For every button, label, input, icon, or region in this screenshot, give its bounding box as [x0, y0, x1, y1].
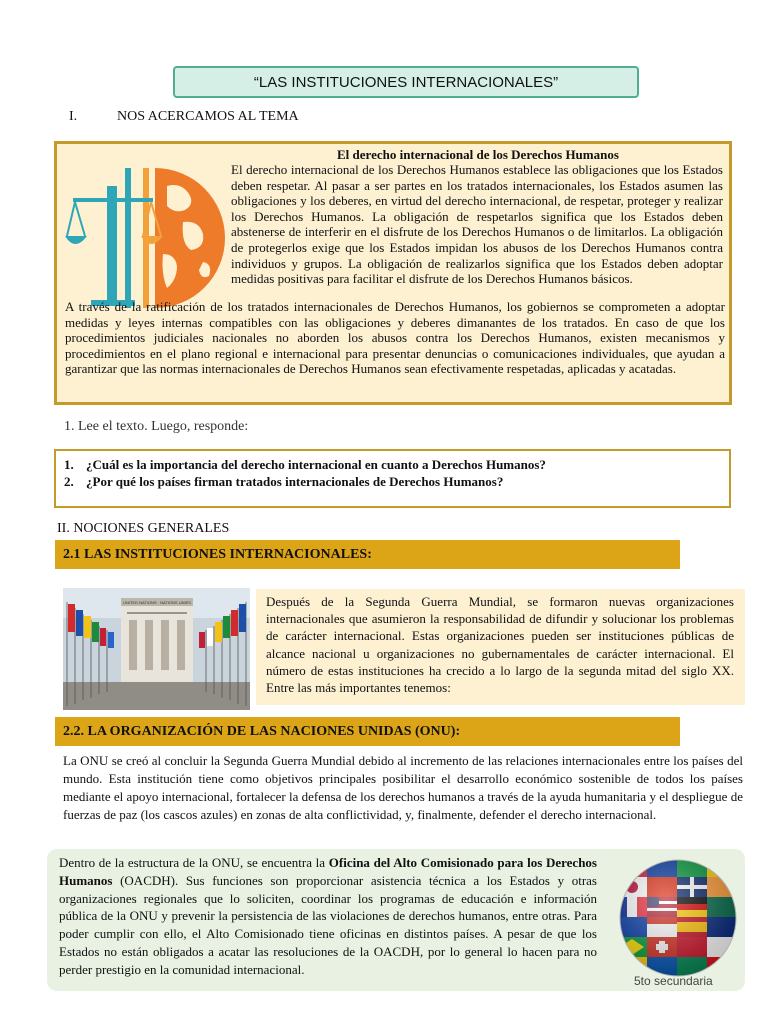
question-1: [64, 456, 729, 473]
oacdh-rest: (OACDH). Sus funciones son proporcionar asistencia técnica a los Estados y otras organizaciones regionales que lo soliciten, coordinar los programas de educación e información pública de la ONU y prevenir la persistencia de las violaciones de derechos humanos, entre otras. Para poder cumplir con ello, el Alto Comisionado tiene oficinas en distintos países. A pesar de que los Estados no están obligados a acatar las resoluciones de la OACDH, por lo general lo hacen para no perder prestigio en la comunidad internacional.: [59, 872, 597, 977]
section-2-heading: II. NOCIONES GENERALES: [57, 521, 230, 536]
section-1-heading: [69, 109, 299, 125]
oacdh-paragraph: [59, 854, 597, 979]
justice-scale-globe-icon: [63, 162, 231, 310]
document-title: [173, 66, 639, 98]
box-paragraph-2: A través de la ratificación de los tratados internacionales de Derechos Humanos, los gobiernos se comprometen a adoptar medidas y leyes internas compatibles con las obligaciones y deberes dimanantes de los tratados. En caso de que los procedimientos judiciales nacionales no aborden los abusos contra los Derechos Humanos, existen mecanismos y procedimientos en el plano regional e internacional para presentar denuncias o comunicaciones individuales, que ayudan a garantizar que las normas internacionales de Derechos Humanos sean efectivamente respetadas, aplicadas y acatadas.: [65, 299, 725, 377]
institutions-paragraph: Después de la Segunda Guerra Mundial, se formaron nuevas organizaciones internacionales que asumieron la responsabilidad de difundir y solucionar los problemas de carácter internacional. Estas organizaciones pueden ser instituciones públicas de alcance nacional u organizaciones no gubernamentales de carácter internacional. El número de estas instituciones ha crecido a lo largo de la segunda mitad del siglo XX. Entre las más importantes tenemos:: [266, 594, 734, 696]
reading-instruction: 1. Lee el texto. Luego, responde:: [64, 419, 249, 434]
banner-2-1: [55, 540, 680, 569]
oacdh-intro: Dentro de la estructura de la ONU, se encuentra la: [59, 855, 329, 870]
question-1-text: ¿Cuál es la importancia del derecho internacional en cuanto a Derechos Humanos?: [86, 457, 546, 472]
human-rights-text-box: [54, 141, 732, 405]
banner-2-2-text: 2.2. LA ORGANIZACIÓN DE LAS NACIONES UNIDAS (ONU):: [63, 723, 461, 739]
question-1-number: 1.: [64, 457, 74, 472]
question-2-text: ¿Por qué los países firman tratados internacionales de Derechos Humanos?: [86, 474, 504, 489]
photo-sign-text: UNITED NATIONS · NATIONS UNIES: [123, 600, 191, 605]
oacdh-bold: Oficina del Alto Comisionado para los Derechos Humanos: [59, 855, 597, 888]
onu-paragraph: La ONU se creó al concluir la Segunda Guerra Mundial debido al incremento de las relaciones internacionales entre los países del mundo. Esta institución tiene como objetivos principales posibilitar el desarrollo económico sostenible de todos los países mediante el apoyo internacional, fortalecer la defensa de los derechos humanos a través de la ayuda humanitaria y el despliegue de fuerzas de paz (los cascos azules) en zonas de alta conflictividad, y, finalmente, defender el derecho internacional.: [63, 753, 743, 822]
box-heading: El derecho internacional de los Derechos Humanos: [337, 147, 619, 162]
un-headquarters-flags-photo: [63, 588, 250, 710]
flags-globe-icon: [617, 857, 739, 979]
question-2: [64, 473, 729, 490]
document-title-text: “LAS INSTITUCIONES INTERNACIONALES”: [253, 73, 559, 91]
oacdh-box: [47, 849, 745, 991]
section-1-number: I.: [69, 109, 78, 124]
banner-2-1-text: 2.1 LAS INSTITUCIONES INTERNACIONALES:: [63, 546, 372, 562]
questions-box: [54, 449, 731, 508]
box-paragraph-1: El derecho internacional de los Derechos Humanos establece las obligaciones que los Estados deben respetar. Al pasar a ser partes en los tratados internacionales, los Estados asumen las obligaciones y los deberes, en virtud del derecho internacional, de respetar, proteger y realizar los Derechos Humanos. La obligación de respetarlos significa que los Estados deben abstenerse de interferir en el disfrute de los Derechos Humanos o de limitarlos. La obligación de protegerlos exige que los Estados impidan los abusos de los Derechos Humanos contra individuos y grupos. La obligación de realizarlos significa que los Estados deben adoptar medidas positivas para facilitar el disfrute de los Derechos Humanos básicos.: [231, 162, 723, 287]
question-2-number: 2.: [64, 474, 74, 489]
institutions-text-box: [256, 589, 745, 705]
section-1-label: NOS ACERCAMOS AL TEMA: [117, 109, 299, 124]
grade-label: 5to secundaria: [634, 974, 713, 988]
banner-2-2: [55, 717, 680, 746]
